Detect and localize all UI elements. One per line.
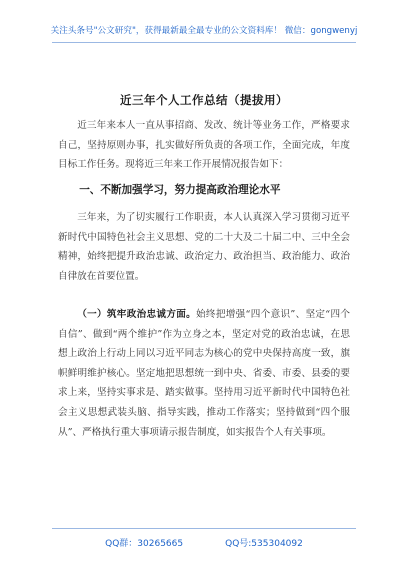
subsection-1-paragraph (58, 305, 350, 442)
footer-qq-number: QQ号:535304092 (225, 539, 303, 549)
intro-paragraph: 近三年来本人一直从事招商、发改、统计等业务工作，严格要求自己，坚持原则办事，扎实做好所负责的各项工作，全面完成，年度目标工作任务。现将近三年来工作开展情况报告如下： (58, 120, 350, 171)
subsection-1-text: 始终把增强“四个意识”、坚定“四个自信”、做到“两个维护”作为立身之本，坚定对党的政治忠诚，在思想上政治上行动上同以习近平同志为核心的党中央保持高度一致，旗帜鲜明维护核心。坚定地把思想统一到中央、省委、市委、县委的要求上来，坚持实事求是、踏实做事。坚持用习近平新时代中国特色社会主义思想武装头脑、指导实践，推动工作落实；坚持做到“四个服从”、严格执行重大事项请示报告制度，如实报告个人有关事项。 (58, 309, 351, 438)
header-divider (52, 42, 356, 43)
document-title: 近三年个人工作总结（提拔用） (120, 93, 288, 107)
footer-contact (0, 536, 408, 549)
section-heading-1: 一、不断加强学习，努力提高政治理论水平 (79, 184, 281, 196)
section-1-paragraph: 三年来，为了切实履行工作职责，本人认真深入学习贯彻习近平新时代中国特色社会主义思想、党的二十大及二十届二中、三中全会精神，始终把提升政治忠诚、政治定力、政治担当、政治能力、政治自律放在首要位置。 (58, 212, 350, 282)
header-notice: 关注头条号"公文研究"，获得最新最全最专业的公文资料库！ 微信：gongwenyj (50, 26, 358, 36)
footer-divider (52, 528, 356, 529)
subsection-1-lead: （一）筑牢政治忠诚方面。 (77, 309, 197, 320)
footer-qq-group: QQ群：30265665 (105, 539, 184, 549)
